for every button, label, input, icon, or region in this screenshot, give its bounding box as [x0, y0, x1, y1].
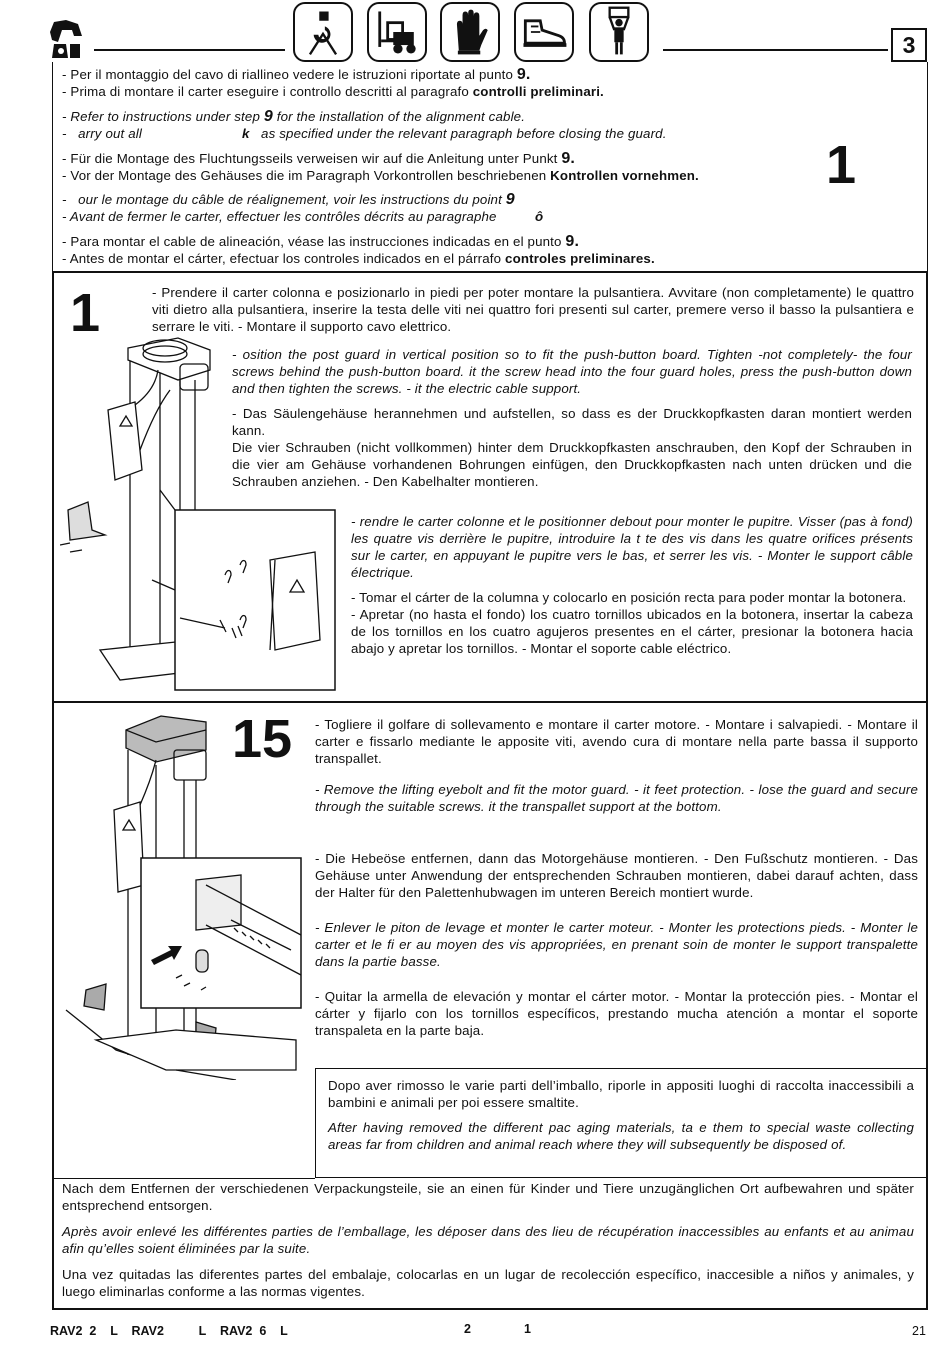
section-15-illustration: [56, 710, 306, 1080]
top-de-text: - Für die Montage des Fluchtungsseils verweisen wir auf die Anleitung unter Punkt 9. - Vor der Montage des Gehäuses die im Paragraph Vorkontrollen beschriebenen Kontrollen vornehmen.: [62, 150, 699, 183]
disposal-es-text: Una vez quitadas las diferentes partes del embalaje, colocarlas en un lugar de recolección específico, inaccesible a niños y animales, y luego eliminarlas conforme a las normas vigentes.: [62, 1267, 914, 1299]
disposal-fr-text: Après avoir enlevé les différentes parties de l’emballage, les déposer dans des lieu de récupération inaccessibles au enfants et au animau afin qu’elles soient éliminées par la suite.: [62, 1224, 914, 1256]
section-15-de-text: - Die Hebeöse entfernen, dann das Motorgehäuse montieren. - Den Fußschutz montieren. - Das Gehäuse unter Anwendung der entsprechenden Schrauben montieren, dabei darauf achten, dass der Halter für den Palettenhubwagen im unteren Bereich montiert wurde.: [315, 851, 918, 900]
section-1-de-text: - Das Säulengehäuse herannehmen und aufstellen, so dass es der Druckkopfkasten daran montiert werden kann. Die vier Schrauben (nicht vollkommen) hinter dem Druckkopfkasten anschrauben, den Kopf der Schrauben in die vier am Gehäuse vorhandenen Bohrungen einfügen, den Druckkopfkasten nach unten drücken und die Schrauben anziehen. - Den Kabelhalter montieren.: [232, 406, 912, 489]
section-15-en-text: - Remove the lifting eyebolt and fit the motor guard. - it feet protection. - lose the guard and secure through the suitable screws. it the transpallet support at the bottom.: [315, 782, 918, 814]
disposal-it-text: Dopo aver rimosso le varie parti dell’imballo, riporle in appositi luoghi di raccolta inaccessibili a bambini e animali per poi essere smaltite.: [328, 1078, 914, 1110]
page-number-box: 3: [891, 28, 927, 62]
header-rule-right: [663, 49, 888, 51]
top-es-text: - Para montar el cable de alineación, véase las instrucciones indicadas en el punto 9. - Antes de montar el cárter, efectuar los controles indicados en el párrafo controles preliminares.: [62, 233, 655, 266]
section-1-illustration: [60, 330, 350, 695]
operator-load-icon: [589, 2, 649, 62]
top-en-text: - Refer to instructions under step 9 for the installation of the alignment cable. - arry out all k as specified under the relevant paragraph before closing the guard.: [62, 108, 667, 141]
section-15-fr-text: - Enlever le piton de levage et monter le carter moteur. - Monter les protections pieds. - Monter le carter et le fi er au moyen des vis appropriées, en prenant soin de monter le support transpalette dans la partie basse.: [315, 920, 918, 969]
brand-logo: [44, 14, 88, 64]
footer-model: RAV2 2 L RAV2 L RAV2 6 L: [50, 1324, 288, 1338]
section-1-en-text: - osition the post guard in vertical position so to fit the push-button board. Tighten -not completely- the four screws behind the push-button board. it the screw head into the four guard holes, press the push-button down and then tighten the screws. - it the electric cable support.: [232, 347, 912, 396]
forklift-icon: [367, 2, 427, 62]
section-1-step-number: 1: [70, 283, 101, 343]
footer-center-a: 2: [464, 1322, 471, 1336]
section-1-es-text: - Tomar el cárter de la columna y colocarlo en posición recta para poder montar la botonera. - Apretar (no hasta el fondo) los cuatro tornillos ubicados en la botonera, insertar la cabeza de los tornillos en los cuatro agujeros presentes en el cárter, presionar la botonera hacia abajo y apretar los tornillos. - Montar el soporte cable eléctrico.: [351, 590, 913, 656]
section-1-it-text: - Prendere il carter colonna e posizionarlo in piedi per poter montare la pulsantiera. Avvitare (non completamente) le quattro viti dietro alla pulsantiera, inserire la testa delle viti nei quattro fori presenti sul carter, premere verso il basso la pulsantiera e serrare le viti. - Montare il supporto cavo elettrico.: [152, 285, 914, 334]
section-15-it-text: - Togliere il golfare di sollevamento e montare il carter motore. - Montare i salvapiedi. - Montare il carter e fissarlo mediante le apposite viti, avendo cura di montare nella parte bassa il supporto transpallet.: [315, 717, 918, 766]
footer-center-b: 1: [524, 1322, 531, 1336]
top-step-number: 1: [826, 135, 857, 195]
header-rule-left: [94, 49, 285, 51]
disposal-en-text: After having removed the different pac aging materials, ta e them to special waste collecting areas far from children and animal reach where they will subsequently be disposed of.: [328, 1120, 914, 1152]
section-15-step-number: 15: [232, 709, 293, 769]
glove-icon: [440, 2, 500, 62]
section-15-es-text: - Quitar la armella de elevación y montar el cárter motor. - Montar la protección pies. - Montar el cárter y fijarlo con los tornillos específicos, prestando mucha atención a montar el soporte transpaleta en la parte baja.: [315, 989, 918, 1038]
top-fr-text: - our le montage du câble de réalignement, voir les instructions du point 9 - Avant de fermer le carter, effectuer les contrôles décrits au paragraphe ô: [62, 191, 544, 224]
section-1-fr-text: - rendre le carter colonne et le positionner debout pour monter le pupitre. Visser (pas à fond) les quatre vis derrière le pupitre, introduire la t te des vis dans les quatre orifices présents sur le carter, en appuyant le pupitre vers le bas, et serrer les vis. - Monter le support câble électrique.: [351, 514, 913, 580]
top-it-text: - Per il montaggio del cavo di riallineo vedere le istruzioni riportate al punto 9. - Prima di montare il carter eseguire i controllo descritti al paragrafo controlli preliminari.: [62, 66, 604, 99]
safety-shoe-icon: [514, 2, 574, 62]
footer-page-number: 21: [912, 1324, 926, 1338]
disposal-de-text: Nach dem Entfernen der verschiedenen Verpackungsteile, sie an einen für Kinder und Tiere unzugänglichen Ort aufbewahren und später entsprechend entsorgen.: [62, 1181, 914, 1213]
hook-icon: [293, 2, 353, 62]
